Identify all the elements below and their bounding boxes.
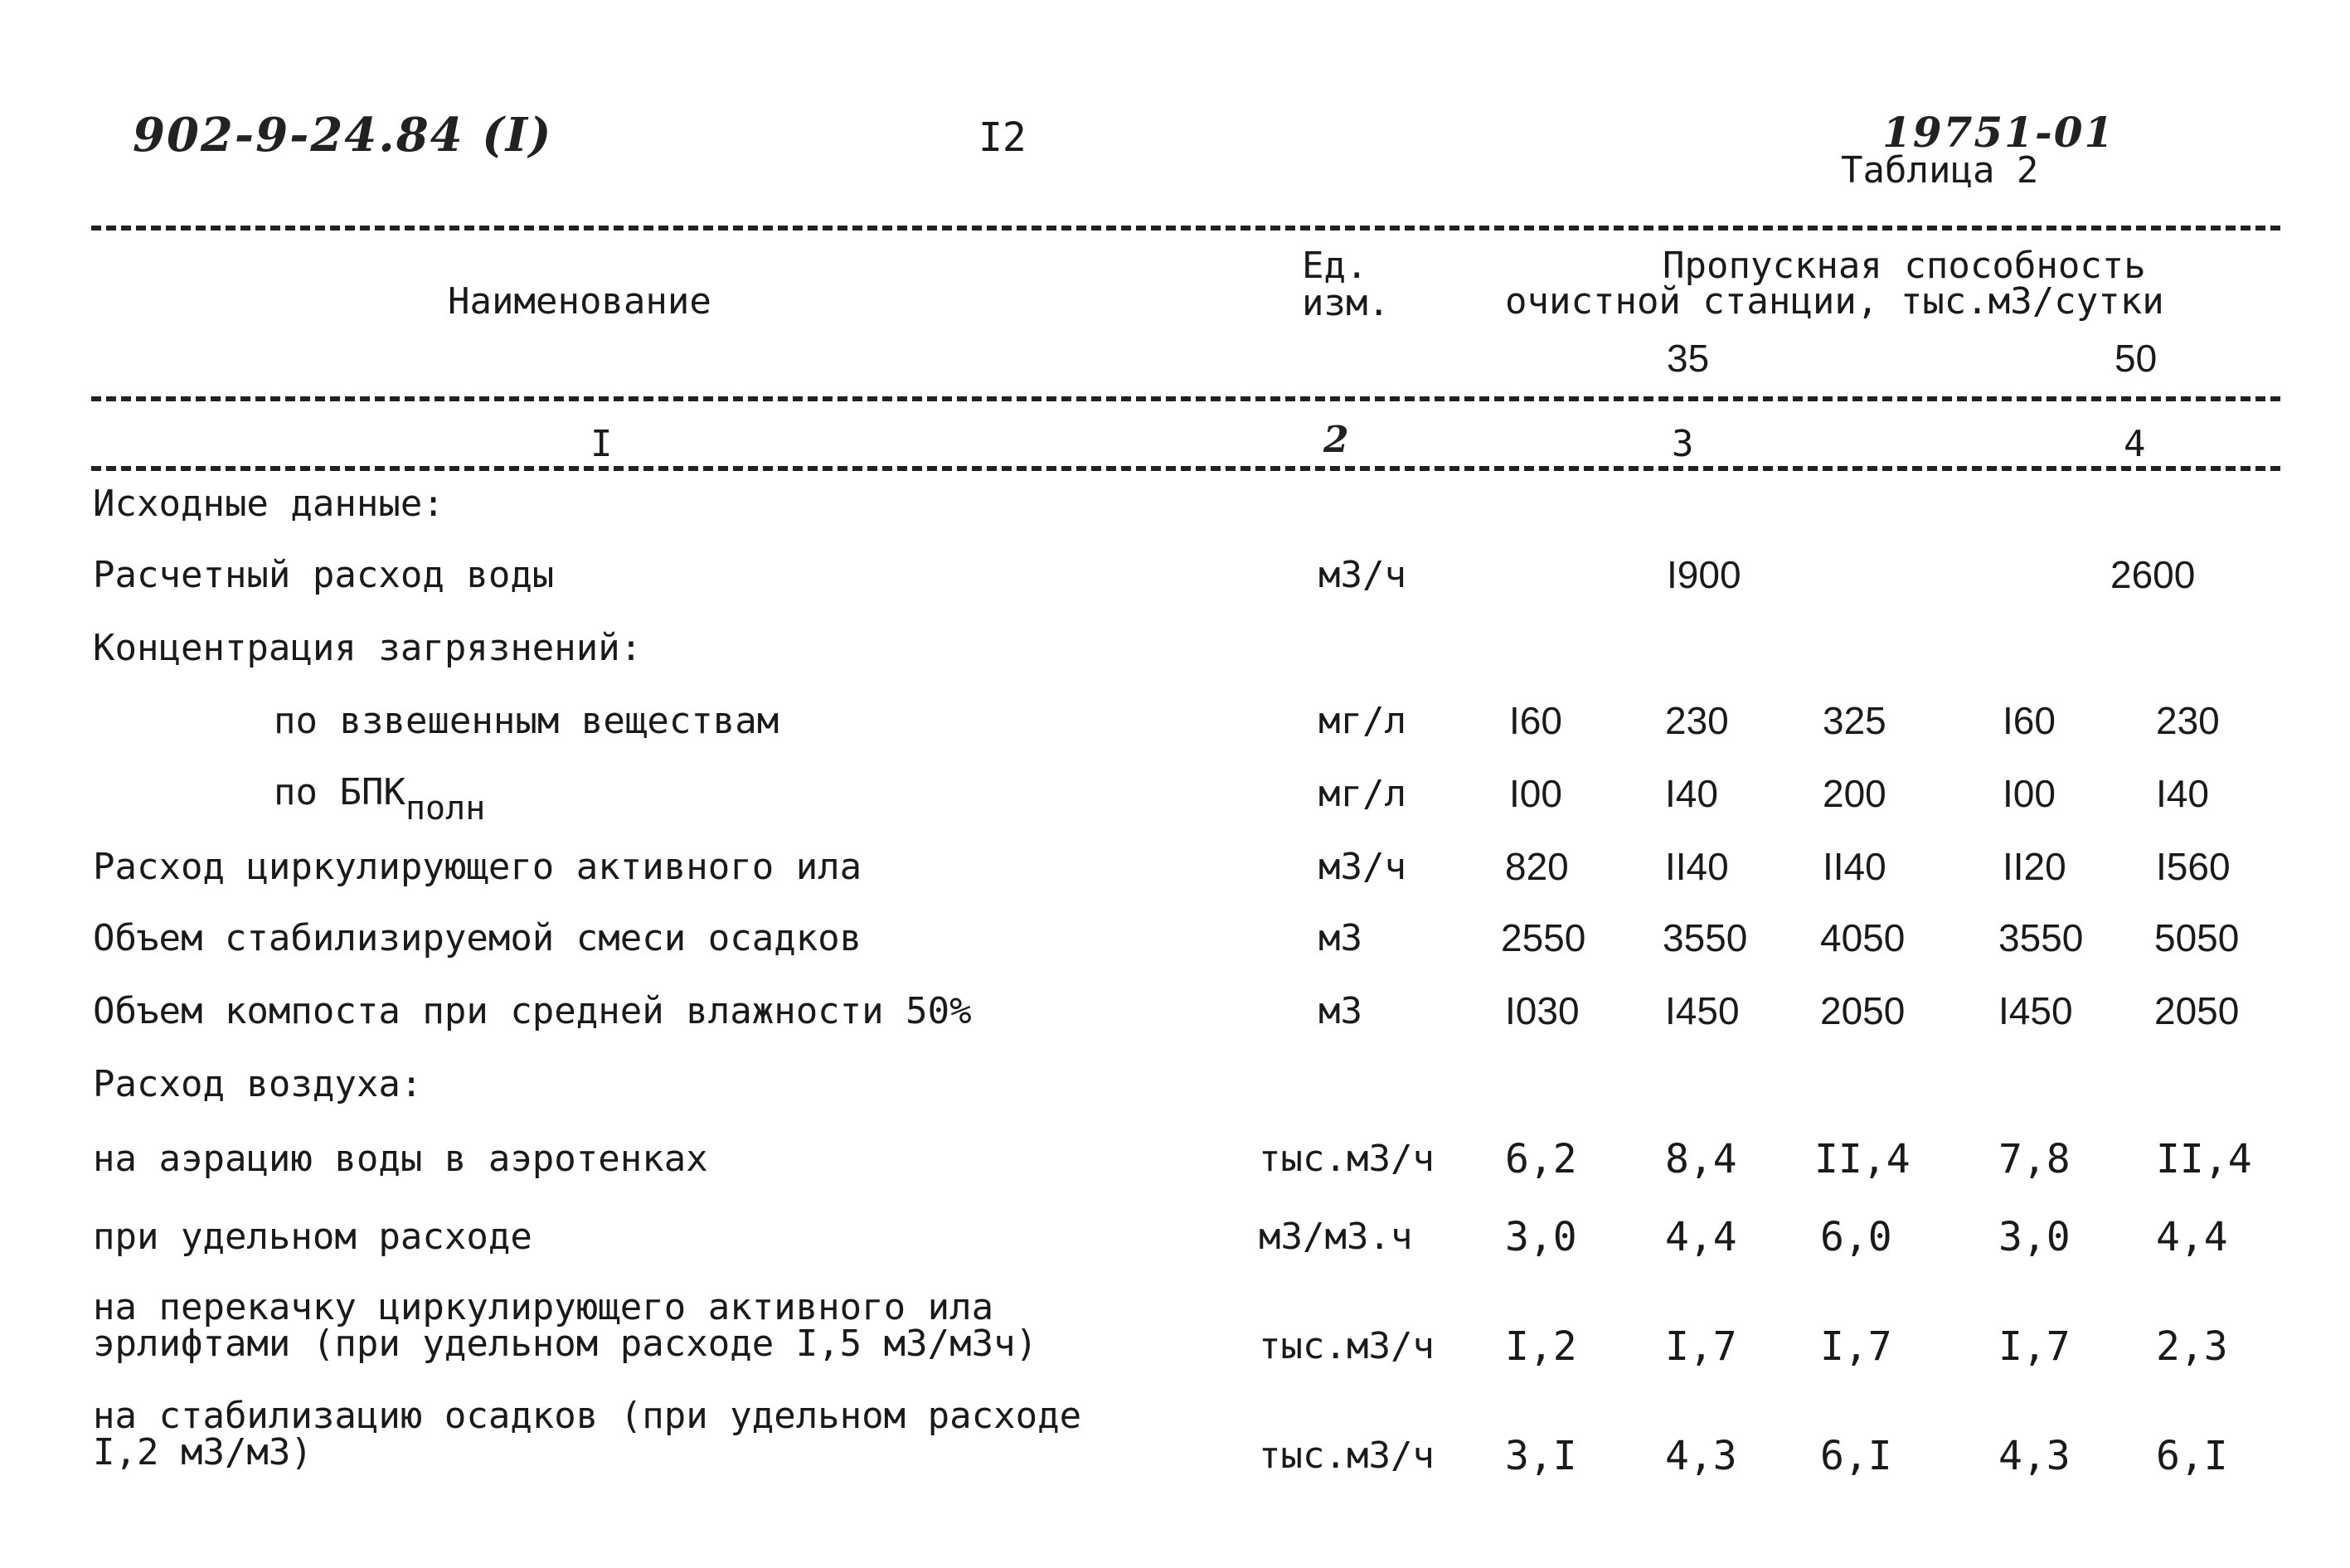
row-stabilized-mixture-unit: м3: [1318, 917, 1362, 959]
row-specific-consumption-value-1: 3,0: [1505, 1214, 1577, 1260]
row-stabilized-mixture-label: Объем стабилизируемой смеси осадков: [93, 917, 862, 959]
row-bod-unit: мг/л: [1318, 773, 1406, 815]
row-suspended-solids-value-4: I60: [2003, 699, 2056, 742]
row-pollutant-concentration-label: Концентрация загрязнений:: [93, 627, 643, 669]
row-sediment-stabilization-unit: тыс.м3/ч: [1259, 1435, 1435, 1477]
row-specific-consumption-label: при удельном расходе: [93, 1216, 532, 1258]
row-airlift-label-line1: на перекачку циркулирующего активного ила: [93, 1286, 994, 1328]
row-airlift-value-2: I,7: [1665, 1323, 1737, 1370]
row-stabilized-mixture-value-5: 5050: [2154, 916, 2240, 959]
column-header-capacity-line2: очистной станции, тыс.м3/сутки: [1505, 280, 2164, 323]
row-airlift-value-1: I,2: [1505, 1323, 1577, 1370]
row-aeration-value-5: II,4: [2156, 1136, 2252, 1182]
column-numbers-rule: [91, 466, 2280, 471]
row-initial-data-label: Исходные данные:: [93, 483, 444, 525]
row-bod-label-main: по БПК: [274, 771, 405, 813]
row-sediment-stabilization-value-4: 4,3: [1998, 1433, 2071, 1479]
row-airlift-value-5: 2,3: [2156, 1323, 2228, 1370]
row-stabilized-mixture-value-1: 2550: [1501, 916, 1586, 959]
row-specific-consumption-value-4: 3,0: [1998, 1214, 2071, 1260]
row-specific-consumption-value-3: 6,0: [1820, 1214, 1892, 1260]
row-design-flow-unit: м3/ч: [1318, 554, 1406, 596]
row-sediment-stabilization-label: [93, 1395, 1082, 1473]
table-label: Таблица 2: [1841, 149, 2039, 192]
row-sediment-stabilization-value-2: 4,3: [1665, 1433, 1737, 1479]
page-number: I2: [978, 114, 1027, 161]
row-stabilized-mixture-value-2: 3550: [1663, 916, 1748, 959]
row-stabilized-mixture-value-3: 4050: [1820, 916, 1906, 959]
row-sediment-stabilization-value-3: 6,I: [1820, 1433, 1892, 1479]
row-circulating-sludge-value-5: I560: [2156, 845, 2231, 888]
row-sediment-stabilization-label-line2: I,2 м3/м3): [93, 1431, 313, 1473]
row-circulating-sludge-value-3: II40: [1823, 845, 1886, 888]
document-code: 902-9-24.84 (I): [133, 108, 553, 163]
row-aeration-unit: тыс.м3/ч: [1259, 1138, 1435, 1180]
column-header-capacity-line1: Пропускная способность: [1663, 245, 2146, 287]
row-suspended-solids-value-1: I60: [1509, 699, 1562, 742]
row-bod-value-1: I00: [1509, 772, 1562, 815]
capacity-35-header: 35: [1667, 337, 1710, 380]
row-design-flow-value-50: 2600: [2110, 553, 2196, 596]
row-sediment-stabilization-value-5: 6,I: [2156, 1433, 2228, 1479]
row-circulating-sludge-unit: м3/ч: [1318, 846, 1406, 888]
row-bod-value-5: I40: [2156, 772, 2209, 815]
row-aeration-value-4: 7,8: [1998, 1136, 2071, 1182]
row-compost-volume-value-2: I450: [1665, 989, 1740, 1032]
row-aeration-value-3: II,4: [1814, 1136, 1911, 1182]
row-specific-consumption-unit: м3/м3.ч: [1259, 1216, 1413, 1258]
column-header-unit-line1: Ед.: [1302, 245, 1368, 287]
row-airlift-unit: тыс.м3/ч: [1259, 1325, 1435, 1367]
row-circulating-sludge-value-1: 820: [1505, 845, 1569, 888]
row-bod-value-2: I40: [1665, 772, 1718, 815]
row-design-flow-label: Расчетный расход воды: [93, 554, 555, 596]
row-bod-label-subscript: полн: [405, 789, 486, 828]
row-bod-label: [274, 771, 486, 828]
header-bottom-rule: [91, 396, 2280, 401]
row-sediment-stabilization-value-1: 3,I: [1505, 1433, 1577, 1479]
row-compost-volume-value-4: I450: [1998, 989, 2073, 1032]
row-sediment-stabilization-label-line1: на стабилизацию осадков (при удельном расходе: [93, 1395, 1082, 1437]
row-suspended-solids-value-3: 325: [1823, 699, 1886, 742]
column-header-name: Наименование: [448, 280, 711, 323]
column-number-3: 3: [1667, 423, 1699, 465]
row-compost-volume-value-3: 2050: [1820, 989, 1906, 1032]
row-circulating-sludge-value-4: II20: [2003, 845, 2066, 888]
row-airlift-value-4: I,7: [1998, 1323, 2071, 1370]
row-compost-volume-value-1: I030: [1505, 989, 1580, 1032]
inventory-number: 19751-01: [1882, 108, 2115, 157]
row-compost-volume-label: Объем компоста при средней влажности 50%: [93, 990, 972, 1032]
table-top-rule: [91, 226, 2280, 231]
column-number-1: I: [585, 423, 618, 465]
row-aeration-label: на аэрацию воды в аэротенках: [93, 1138, 708, 1180]
column-number-4: 4: [2119, 423, 2151, 465]
row-circulating-sludge-label: Расход циркулирующего активного ила: [93, 846, 862, 888]
row-bod-value-4: I00: [2003, 772, 2056, 815]
row-specific-consumption-value-5: 4,4: [2156, 1214, 2228, 1260]
row-air-consumption-label: Расход воздуха:: [93, 1063, 423, 1105]
row-suspended-solids-unit: мг/л: [1318, 700, 1406, 742]
row-airlift-label-line2: эрлифтами (при удельном расходе I,5 м3/м3ч): [93, 1323, 1038, 1365]
capacity-50-header: 50: [2115, 337, 2158, 380]
row-aeration-value-2: 8,4: [1665, 1136, 1737, 1182]
row-compost-volume-unit: м3: [1318, 990, 1362, 1032]
row-suspended-solids-value-2: 230: [1665, 699, 1729, 742]
row-suspended-solids-label: по взвешенным веществам: [274, 700, 779, 742]
row-bod-value-3: 200: [1823, 772, 1886, 815]
row-aeration-value-1: 6,2: [1505, 1136, 1577, 1182]
row-suspended-solids-value-5: 230: [2156, 699, 2220, 742]
column-header-unit-line2: изм.: [1302, 282, 1390, 324]
row-design-flow-value-35: I900: [1667, 553, 1741, 596]
row-stabilized-mixture-value-4: 3550: [1998, 916, 2084, 959]
row-compost-volume-value-5: 2050: [2154, 989, 2240, 1032]
row-specific-consumption-value-2: 4,4: [1665, 1214, 1737, 1260]
row-airlift-label: [93, 1286, 1038, 1365]
row-circulating-sludge-value-2: II40: [1665, 845, 1729, 888]
row-airlift-value-3: I,7: [1820, 1323, 1892, 1370]
column-number-2: 2: [1318, 419, 1356, 461]
